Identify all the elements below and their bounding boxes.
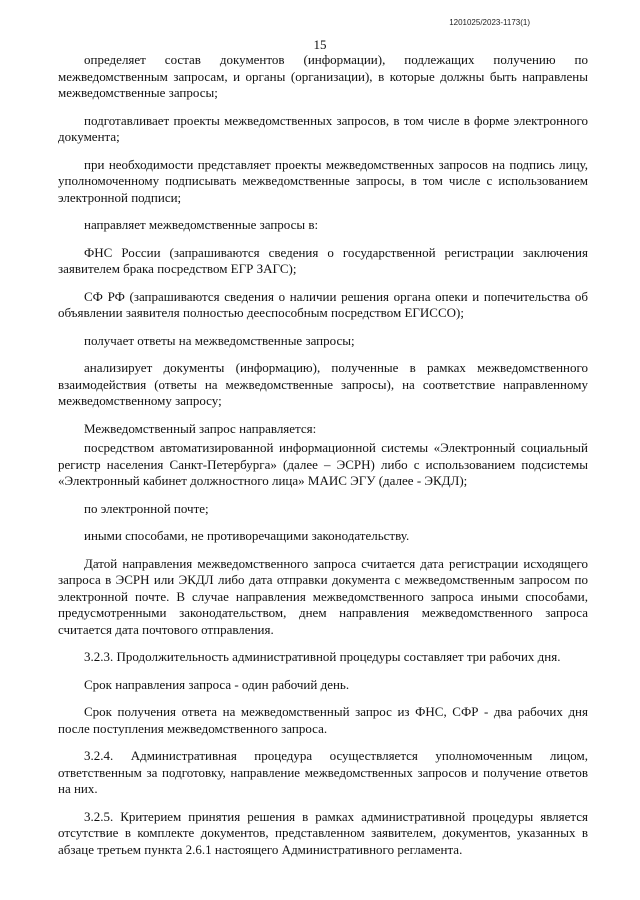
paragraph: Срок получения ответа на межведомственный запрос из ФНС, СФР - два рабочих дня после поступления межведомственного запроса. [58,704,588,736]
paragraph: Срок направления запроса - один рабочий день. [84,676,350,692]
paragraph: 3.2.4. Административная процедура осуществляется уполномоченным лицом, ответственным за подготовку, направление межведомственных запросов и получение ответов на них. [58,748,588,796]
page-number: 15 [313,37,327,52]
paragraph: при необходимости представляет проекты межведомственных запросов на подпись лицу, уполномоченному подписывать межведомственные запросы, в том числе с использованием электронной подписи; [58,156,588,205]
paragraph: ФНС России (запрашиваются сведения о государственной регистрации заключения заявителем брака посредством ЕГР ЗАГС); [58,244,588,276]
paragraph: анализирует документы (информацию), полученные в рамках межведомственного взаимодействия (ответы на межведомственные запросы), на соответствие направленному межведомственному запросу; [58,360,588,408]
paragraph: иными способами, не противоречащими законодательству. [84,528,410,543]
paragraph: по электронной почте; [84,500,209,516]
paragraph: подготавливает проекты межведомственных запросов, в том числе в форме электронного документа; [58,112,588,144]
document-id: 1201025/2023-1173(1) [449,18,530,27]
paragraph: 3.2.3. Продолжительность административной процедуры составляет три рабочих дня. [84,649,561,664]
document-body [58,52,588,858]
paragraph: определяет состав документов (информации), подлежащих получению по межведомственным запросам, и органы (организации), в которые должны быть направлены межведомственные запросы; [58,52,588,100]
paragraph: Датой направления межведомственного запроса считается дата регистрации исходящего запроса в ЭСРН или ЭКДЛ либо дата отправки документа с межведомственным запросом по электронной почте. В случае направления межведомственного запроса иными способами, предусмотренными законодательством, днем направления межведомственного запроса считается дата почтового отправления. [58,555,588,637]
paragraph: направляет межведомственные запросы в: [84,217,319,232]
paragraph: получает ответы на межведомственные запросы; [84,332,355,348]
paragraph: СФ РФ (запрашиваются сведения о наличии решения органа опеки и попечительства об объявлении заявителя полностью дееспособным посредством ЕГИССО); [58,288,588,320]
paragraph: посредством автоматизированной информационной системы «Электронный социальный регистр населения Санкт-Петербурга» (далее – ЭСРН) либо с использованием подсистемы «Электронный кабинет должностного лица» МАИС ЭГУ (далее - ЭКДЛ); [58,440,588,488]
paragraph: 3.2.5. Критерием принятия решения в рамках административной процедуры является отсутствие в комплекте документов, представленном заявителем, документов, указанных в абзаце третьем пункта 2.6.1 настоящего Административного регламента. [58,808,588,857]
paragraph: Межведомственный запрос направляется: [84,420,317,436]
